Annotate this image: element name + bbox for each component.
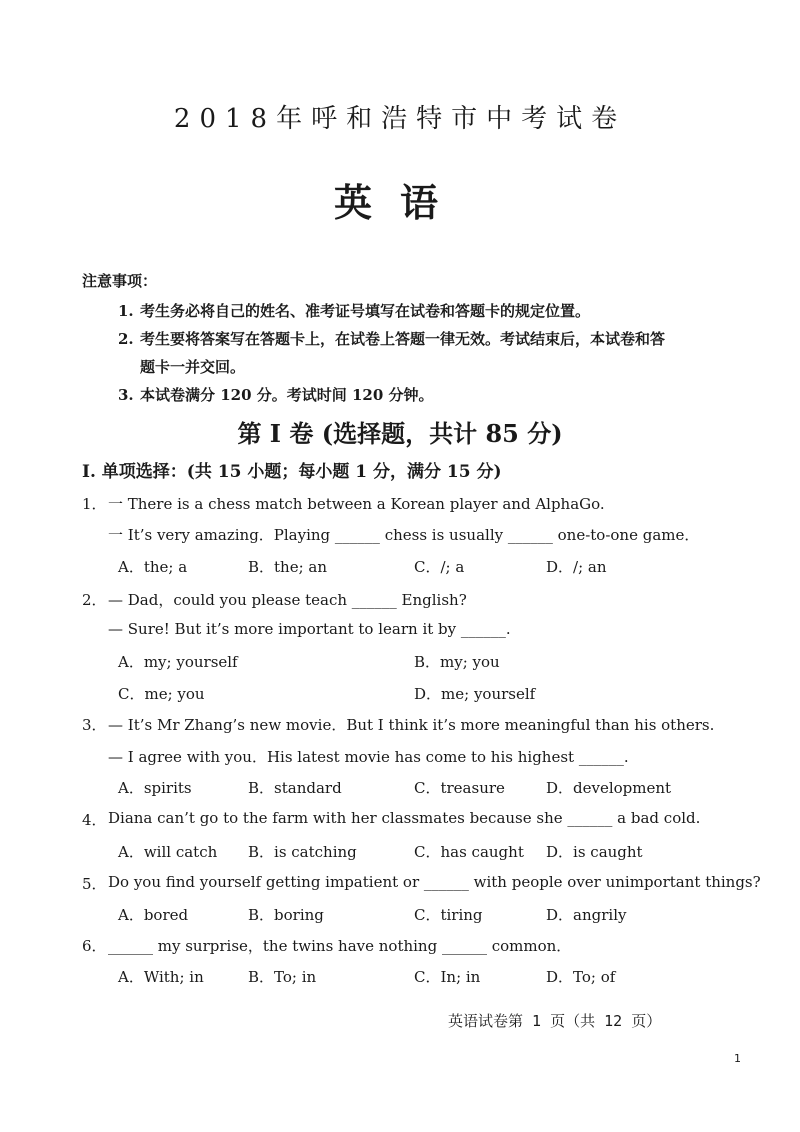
notice-item-number: 3.	[118, 386, 134, 404]
question-number: 1．	[82, 495, 107, 513]
page-footer: 英语试卷第 1 页（共 12 页）	[448, 1012, 662, 1030]
notice-item-text: 考生务必将自己的姓名、准考证号填写在试卷和答题卡的规定位置。	[140, 302, 591, 320]
notice-title: 注意事项：	[82, 272, 158, 290]
answer-option-a[interactable]: A．spirits	[118, 779, 192, 797]
answer-option-a[interactable]: A．will catch	[118, 843, 218, 861]
notice-item-continuation: 题卡一并交回。	[140, 358, 246, 376]
question-number: 6．	[82, 937, 107, 955]
answer-option-c[interactable]: C．me; you	[118, 685, 205, 703]
answer-option-b[interactable]: B．the; an	[248, 558, 328, 576]
answer-option-c[interactable]: C．In; in	[414, 968, 481, 986]
answer-option-d[interactable]: D．me; yourself	[414, 685, 536, 703]
question-number: 4．	[82, 811, 107, 829]
answer-option-d[interactable]: D．is caught	[546, 843, 643, 861]
question-line: — Dad，could you please teach ______ English?	[108, 591, 467, 609]
page-number: 1	[734, 1052, 741, 1065]
answer-option-b[interactable]: B．standard	[248, 779, 342, 797]
question-line: 一 It’s very amazing．Playing ______ chess is usually ______ one-to-one game．	[108, 526, 700, 544]
notice-item-number: 2.	[118, 330, 134, 348]
notice-item	[118, 300, 590, 321]
answer-option-b[interactable]: B．my; you	[414, 653, 500, 671]
notice-item-number: 1.	[118, 302, 134, 320]
question-line: Do you find yourself getting impatient or ______ with people over unimportant things?	[108, 873, 761, 891]
question-line: — It’s Mr Zhang’s new movie．But I think it’s more meaningful than his others.	[108, 716, 715, 734]
question-number: 5．	[82, 875, 107, 893]
answer-option-a[interactable]: A．With; in	[118, 968, 204, 986]
answer-option-b[interactable]: B．To; in	[248, 968, 317, 986]
section-title: I. 单项选择：(共 15 小题；每小题 1 分，满分 15 分)	[82, 462, 502, 482]
question-line: ______ my surprise，the twins have nothing ______ common．	[108, 937, 572, 955]
answer-option-d[interactable]: D．development	[546, 779, 672, 797]
answer-option-b[interactable]: B．boring	[248, 906, 324, 924]
notice-item-text: 本试卷满分 120 分。考试时间 120 分钟。	[140, 386, 434, 404]
question-line: — Sure! But it’s more important to learn it by ______.	[108, 620, 511, 638]
notice-item	[118, 384, 434, 405]
answer-option-a[interactable]: A．bored	[118, 906, 189, 924]
question-line: Diana can’t go to the farm with her classmates because she ______ a bad cold.	[108, 809, 701, 827]
question-number: 3．	[82, 716, 107, 734]
answer-option-c[interactable]: C．has caught	[414, 843, 524, 861]
part-title: 第 I 卷 (选择题，共计 85 分)	[237, 419, 563, 448]
answer-option-d[interactable]: D．To; of	[546, 968, 616, 986]
answer-option-d[interactable]: D．/; an	[546, 558, 607, 576]
answer-option-a[interactable]: A．the; a	[118, 558, 188, 576]
answer-option-d[interactable]: D．angrily	[546, 906, 627, 924]
notice-item	[118, 328, 665, 349]
subject-title: 英语	[333, 180, 466, 225]
question-line: 一 There is a chess match between a Korean player and AlphaGo.	[108, 495, 605, 513]
question-line: — I agree with you．His latest movie has come to his highest ______.	[108, 748, 629, 766]
answer-option-c[interactable]: C．tiring	[414, 906, 483, 924]
answer-option-a[interactable]: A．my; yourself	[118, 653, 238, 671]
notice-item-text: 考生要将答案写在答题卡上，在试卷上答题一律无效。考试结束后，本试卷和答	[140, 330, 666, 348]
answer-option-b[interactable]: B．is catching	[248, 843, 357, 861]
question-number: 2．	[82, 591, 107, 609]
answer-option-c[interactable]: C．/; a	[414, 558, 465, 576]
answer-option-c[interactable]: C．treasure	[414, 779, 505, 797]
exam-title: 2018年呼和浩特市中考试卷	[173, 104, 627, 134]
